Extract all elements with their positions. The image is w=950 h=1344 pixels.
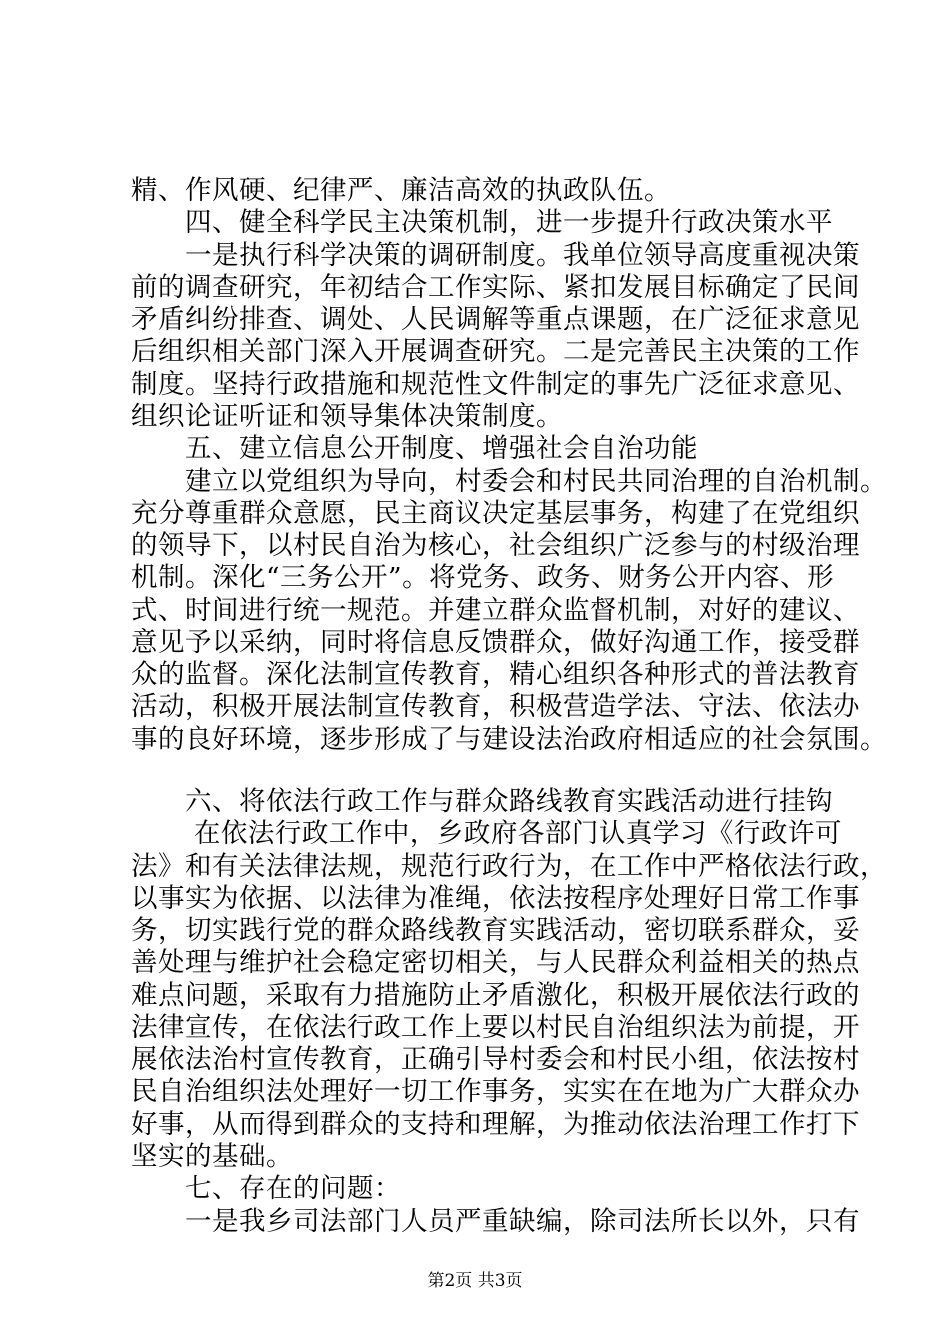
text-line: 难点问题，采取有力措施防止矛盾激化，积极开展依法行政的 [131,980,860,1011]
text-line: 以事实为依据、以法律为准绳，依法按程序处理好日常工作事 [131,883,860,914]
text-line: 精、作风硬、纪律严、廉洁高效的执政队伍。 [131,175,671,206]
section-heading: 四、健全科学民主决策机制，进一步提升行政决策水平 [131,207,833,238]
text-line: 建立以党组织为导向，村委会和村民共同治理的自治机制。 [131,466,887,497]
page-footer: 第2页 共3页 [427,1271,523,1291]
text-line: 式、时间进行统一规范。并建立群众监督机制，对好的建议、 [131,595,860,626]
text-line: 展依法治村宣传教育，正确引导村委会和村民小组，依法按村 [131,1044,860,1075]
text-line: 的领导下，以村民自治为核心，社会组织广泛参与的村级治理 [131,530,860,561]
text-line: 法律宣传，在依法行政工作上要以村民自治组织法为前提，开 [131,1012,860,1043]
text-line: 坚实的基础。 [131,1141,293,1172]
text-line: 前的调查研究，年初结合工作实际、紧扣发展目标确定了民间 [131,272,860,303]
text-line: 矛盾纠纷排查、调处、人民调解等重点课题，在广泛征求意见 [131,304,860,335]
text-line: 意见予以采纳，同时将信息反馈群众，做好沟通工作，接受群 [131,627,860,658]
text-line: 民自治组织法处理好一切工作事务，实实在在地为广大群众办 [131,1076,860,1107]
section-heading: 五、建立信息公开制度、增强社会自治功能 [131,433,698,464]
text-line: 众的监督。深化法制宣传教育，精心组织各种形式的普法教育 [131,659,860,690]
text-line: 制度。坚持行政措施和规范性文件制定的事先广泛征求意见、 [131,369,860,400]
section-heading: 六、将依法行政工作与群众路线教育实践活动进行挂钩 [131,786,833,817]
text-line: 充分尊重群众意愿，民主商议决定基层事务，构建了在党组织 [131,498,860,529]
section-heading: 七、存在的问题： [131,1173,401,1204]
text-line: 善处理与维护社会稳定密切相关，与人民群众利益相关的热点 [131,947,860,978]
text-line: 后组织相关部门深入开展调查研究。二是完善民主决策的工作 [131,336,860,367]
text-line: 在依法行政工作中，乡政府各部门认真学习《行政许可 [131,818,842,849]
text-line: 法》和有关法律法规，规范行政行为，在工作中严格依法行政， [131,851,887,882]
text-line: 一是执行科学决策的调研制度。我单位领导高度重视决策 [131,240,860,271]
text-line: 一是我乡司法部门人员严重缺编，除司法所长以外，只有 [131,1206,860,1237]
text-line: 务，切实践行党的群众路线教育实践活动，密切联系群众，妥 [131,915,860,946]
text-line: 事的良好环境，逐步形成了与建设法治政府相适应的社会氛围。 [131,724,887,755]
text-line: 好事，从而得到群众的支持和理解，为推动依法治理工作打下 [131,1109,860,1140]
text-line: 组织论证听证和领导集体决策制度。 [131,401,563,432]
text-line: 机制。深化“三务公开”。将党务、政务、财务公开内容、形 [131,562,835,593]
text-line: 活动，积极开展法制宣传教育，积极营造学法、守法、依法办 [131,691,860,722]
